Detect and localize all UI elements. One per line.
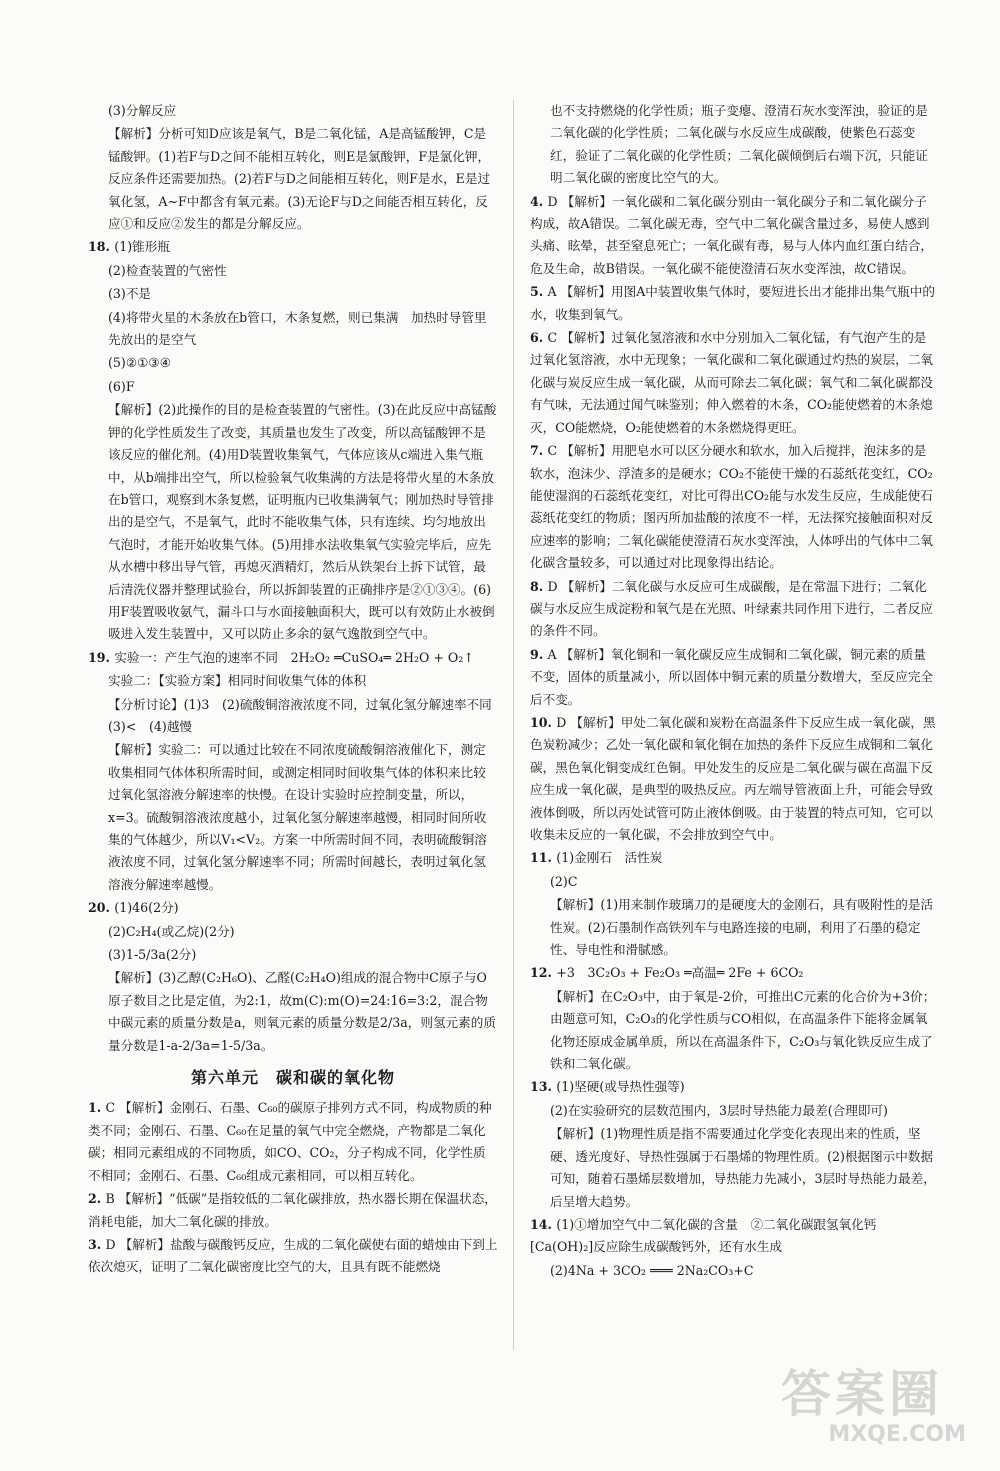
question-number: 12. bbox=[530, 965, 557, 981]
answer-line bbox=[530, 962, 938, 984]
answer-line bbox=[108, 399, 498, 645]
answer-text: D 【解析】盐酸与碳酸钙反应，生成的二氧化碳使右面的蜡烛由下到上依次熄灭，证明了二氧化碳密度比空气的大，且具有既不能燃烧 bbox=[88, 1236, 498, 1275]
answer-line bbox=[88, 1097, 498, 1187]
answer-block bbox=[530, 1076, 938, 1098]
question-number: 9. bbox=[530, 646, 548, 662]
answer-line bbox=[108, 100, 498, 122]
answer-text: 【分析讨论】(1)3 (2)硫酸铜溶液浓度不同，过氧化氢分解速率不同 (3)< (4)越慢 bbox=[108, 696, 505, 734]
answer-text: D 【解析】甲处二氧化碳和炭粉在高温条件下反应生成一氧化碳，黑色炭粉减少；乙处一氧化碳和氧化铜在加热的条件下反应生成铜和二氧化碳，黑色氧化铜变成红色铜。甲处发生的反应是二氧化碳与碳在高温下反应生成一氧化碳，是典型的吸热反应。丙左端导管液面上升，可能会导致液体倒吸，所以丙处试管可防止液体倒吸。由于装置的特点可知，它可以收集未反应的一氧化碳，不会排放到空气中。 bbox=[530, 714, 936, 842]
question-number: 4. bbox=[530, 193, 548, 209]
answer-block bbox=[88, 307, 498, 352]
answer-line bbox=[550, 894, 938, 961]
question-number: 18. bbox=[88, 239, 115, 255]
answer-text: (1)①增加空气中二氧化碳的含量 ②二氧化碳跟氢氧化钙[Ca(OH)₂]反应除生成碳酸钙外，还有水生成 bbox=[530, 1216, 877, 1255]
answer-block bbox=[530, 1214, 938, 1259]
answer-block bbox=[530, 100, 938, 190]
answer-text: (2)4Na + 3CO₂ ═══ 2Na₂CO₃+C bbox=[550, 1262, 754, 1278]
column-divider bbox=[513, 100, 514, 1350]
answer-text: C 【解析】用肥皂水可以区分硬水和软水，加入后搅拌，泡沫多的是软水，泡沫少、浮渣多的是硬水；CO₂不能使干燥的石蕊纸花变红，CO₂能使湿润的石蕊纸花变红，对比可得出CO₂能与水发生反应，生成能使石蕊纸花变红的物质；图丙所加盐酸的浓度不一样，无法探究接触面积对反应速率的影响；二氧化碳能使澄清石灰水变浑浊，人体呼出的气体中二氧化碳含量较多，可以通过对比现象得出结论。 bbox=[530, 443, 933, 571]
answer-block bbox=[88, 352, 498, 374]
answer-line bbox=[550, 871, 938, 893]
answer-block bbox=[88, 123, 498, 235]
answer-line bbox=[108, 944, 498, 966]
answer-text: 【解析】(2)此操作的目的是检查装置的气密性。(3)在此反应中高锰酸钾的化学性质发生了改变，其质量也发生了改变，所以高锰酸钾不是该反应的催化剂。(4)用D装置收集氧气，气体应该从c端进入集气瓶中，从b端排出空气，所以检验氧气收集满的方法是将带火星的木条放在b管口，观察到木条复燃，证明瓶内已收集满氧气；刚加热时导管排出的是空气，不是氧气，此时不能收集气体，只有连续、均匀地放出气泡时，才能开始收集气体。(5)用排水法收集氧气实验完毕后，应先从水槽中移出导气管，再熄灭酒精灯，然后从铁架台上拆下试管，最后清洗仪器并整理试验台，所以拆卸装置的正确排序是②①③④。(6)用F装置吸收氨气，漏斗口与水面接触面积大，既可以有效防止水被倒吸进入发生装置中，又可以防止多余的氨气逸散到空气中。 bbox=[108, 402, 497, 642]
answer-line bbox=[530, 281, 938, 326]
answer-block bbox=[88, 399, 498, 645]
answer-text: (3)分解反应 bbox=[108, 103, 177, 118]
answer-line bbox=[108, 123, 498, 235]
answer-block bbox=[88, 260, 498, 282]
answer-text: B 【解析】“低碳”是指较低的二氧化碳排放，热水器长期在保温状态，消耗电能，加大二氧化碳的排放。 bbox=[88, 1191, 497, 1229]
answer-line bbox=[530, 576, 938, 643]
answer-block bbox=[530, 712, 938, 846]
answer-block bbox=[530, 1123, 938, 1213]
answer-block bbox=[88, 1234, 498, 1279]
answer-line bbox=[550, 1123, 938, 1213]
watermark-logo bbox=[781, 1366, 966, 1461]
answer-block bbox=[530, 847, 938, 869]
answer-text: C 【解析】过氧化氢溶液和水中分别加入二氧化锰，有气泡产生的是过氧化氢溶液，水中无现象；一氧化碳和二氧化碳通过灼热的炭层，二氧化碳与炭反应生成一氧化碳，从而可除去二氧化碳；氧气和二氧化碳都没有气味，无法通过闻气味鉴别；伸入燃着的木条，CO₂能使燃着的木条熄灭，CO能燃烧，O₂能使燃着的木条燃烧得更旺。 bbox=[530, 330, 933, 435]
question-number: 2. bbox=[88, 1191, 106, 1207]
answer-text: 【解析】实验二：可以通过比较在不同浓度硫酸铜溶液催化下，测定收集相同气体体积所需时间，或测定相同时间收集气体的体积来比较过氧化氢溶液分解速率的快慢。在设计实验时应控制变量，所以，x=3。硫酸铜溶液浓度越小，过氧化氢分解速率越慢，相同时间所收集的气体越少，所以V₁<V₂。方案一中所需时间不同，表明硫酸铜溶液浓度不同，过氧化氢分解速率不同；所需时间越长，表明过氧化氢溶液分解速率越慢。 bbox=[108, 742, 487, 892]
answer-line bbox=[530, 644, 938, 711]
answer-block bbox=[530, 281, 938, 326]
question-number: 3. bbox=[88, 1236, 106, 1252]
answer-line bbox=[530, 847, 938, 869]
question-number: 11. bbox=[530, 850, 557, 866]
answer-line bbox=[108, 260, 498, 282]
answer-text: +3 3C₂O₃ + Fe₂O₃ ═高温═ 2Fe + 6CO₂ bbox=[556, 965, 804, 981]
left-answer-list bbox=[88, 100, 505, 1057]
answer-block bbox=[88, 1188, 498, 1233]
answer-line bbox=[530, 440, 938, 574]
watermark-text: 答案圈 bbox=[781, 1365, 943, 1423]
question-number: 10. bbox=[530, 714, 557, 730]
answer-block bbox=[530, 1100, 938, 1122]
answer-text: 【解析】(1)物理性质是指不需要通过化学变化表现出来的性质，坚硬、透光度好、导热性强属于石墨烯的物理性质。(2)根据图示中数据可知，随着石墨烯层数增加，导热能力先减小，3层时导热能力最差，后呈增大趋势。 bbox=[550, 1126, 936, 1209]
answer-text: (2)在实验研究的层数范围内，3层时导热能力最差(合理即可) bbox=[550, 1102, 888, 1118]
answer-block bbox=[88, 236, 498, 258]
answer-line bbox=[550, 1260, 938, 1282]
answer-line bbox=[550, 1100, 938, 1122]
question-number: 14. bbox=[530, 1216, 557, 1232]
answer-line bbox=[530, 191, 938, 281]
answer-block bbox=[530, 1260, 938, 1282]
unit-title: 第六单元 碳和碳的氧化物 bbox=[190, 1068, 395, 1088]
question-number: 13. bbox=[530, 1079, 557, 1095]
watermark-url: MXQE.COM bbox=[828, 1422, 966, 1447]
unit-answer-list bbox=[88, 1097, 498, 1278]
answer-line bbox=[530, 1076, 938, 1098]
answer-text: (1)金刚石 活性炭 bbox=[556, 850, 663, 866]
answer-text: 实验一：产生气泡的速率不同 2H₂O₂ ═CuSO₄═ 2H₂O + O₂↑ bbox=[114, 649, 474, 665]
answer-text: C 【解析】金刚石、石墨、C₆₀的碳原子排列方式不同，构成物质的种类不同；金刚石、石墨、C₆₀在足量的氧气中完全燃烧，产物都是二氧化碳；相同元素组成的不同物质，如CO、CO₂，分子构成不同，化学性质不相同；金刚石、石墨、C₆₀组成元素相同，可以相互转化。 bbox=[88, 1100, 492, 1183]
answer-block bbox=[88, 739, 498, 896]
answer-line bbox=[550, 100, 938, 190]
answer-block bbox=[88, 921, 498, 943]
answer-text: D 【解析】一氧化碳和二氧化碳分别由一氧化碳分子和二氧化碳分子构成，故A错误。二氧化碳无毒，空气中二氧化碳含量过多，易使人感到头痛、眩晕，甚至窒息死亡；一氧化碳有毒，易与人体内血红蛋白结合，危及生命，故B错误。一氧化碳不能使澄清石灰水变浑浊，故C错误。 bbox=[530, 193, 933, 276]
answer-block bbox=[530, 644, 938, 711]
answer-text: (4)将带火星的木条放在b管口，木条复燃，则已集满 加热时导管里先放出的是空气 bbox=[108, 309, 487, 348]
answer-text: (1)坚硬(或导热性强等) bbox=[556, 1079, 685, 1095]
answer-line bbox=[88, 897, 498, 919]
answer-block bbox=[88, 376, 498, 398]
answer-line bbox=[108, 352, 498, 374]
answer-line bbox=[108, 283, 498, 305]
answer-line bbox=[88, 1234, 498, 1279]
answer-block bbox=[530, 576, 938, 643]
question-number: 19. bbox=[88, 649, 115, 665]
answer-block bbox=[88, 670, 498, 692]
answer-line bbox=[108, 739, 498, 896]
answer-line bbox=[88, 236, 498, 258]
answer-line bbox=[108, 307, 498, 352]
question-number: 6. bbox=[530, 330, 548, 346]
answer-block bbox=[88, 647, 498, 669]
answer-block bbox=[530, 327, 938, 439]
answer-block bbox=[88, 944, 498, 966]
answer-line bbox=[530, 327, 938, 439]
answer-block bbox=[88, 967, 498, 1057]
answer-block bbox=[88, 283, 498, 305]
answer-line bbox=[550, 986, 938, 1076]
answer-block bbox=[88, 1097, 498, 1187]
answer-line bbox=[88, 647, 498, 669]
answer-line bbox=[108, 694, 505, 739]
answer-block bbox=[88, 694, 505, 739]
answer-line bbox=[88, 1188, 498, 1233]
answer-text: 也不支持燃烧的化学性质；瓶子变瘪、澄清石灰水变浑浊，验证的是二氧化碳的化学性质；二氧化碳与水反应生成碳酸，使紫色石蕊变红，验证了二氧化碳的化学性质；二氧化碳倾倒后右端下沉，只能证明二氧化碳的密度比空气的大。 bbox=[550, 103, 928, 186]
answer-text: (6)F bbox=[108, 378, 135, 394]
answer-text: A 【解析】用图A中装置收集气体时，要短进长出才能排出集气瓶中的水，收集到氧气。 bbox=[530, 284, 935, 322]
answer-text: (1)46(2分) bbox=[114, 900, 179, 916]
answer-line bbox=[108, 921, 498, 943]
answer-block bbox=[88, 100, 498, 122]
answer-block bbox=[530, 440, 938, 574]
question-number: 5. bbox=[530, 284, 548, 300]
answer-text: (2)C₂H₄(或乙烷)(2分) bbox=[108, 923, 235, 939]
answer-text: A 【解析】氧化铜和一氧化碳反应生成铜和二氧化碳，铜元素的质量不变，固体的质量减小，所以固体中铜元素的质量分数增大，至反应完全后不变。 bbox=[530, 646, 933, 707]
left-column bbox=[88, 100, 505, 1280]
question-number: 7. bbox=[530, 443, 548, 459]
answer-block bbox=[530, 962, 938, 984]
answer-text: 【解析】(3)乙醇(C₂H₆O)、乙醛(C₂H₄O)组成的混合物中C原子与O原子数目之比是定值，为2:1，故m(C):m(O)=24:16=3:2，混合物中碳元素的质量分数是a，则氧元素的质量分数是2/3a，则氢元素的质量分数是1-a-2/3a=1-5/3a。 bbox=[108, 970, 496, 1053]
answer-block bbox=[530, 894, 938, 961]
answer-text: (1)锥形瓶 bbox=[114, 239, 170, 255]
question-number: 8. bbox=[530, 578, 548, 594]
answer-text: 【解析】在C₂O₃中，由于氧是-2价，可推出C元素的化合价为+3价；由题意可知，C₂O₃的化学性质与CO相似，在高温条件下能将金属氧化物还原成金属单质，所以在高温条件下，C₂O₃与氧化铁反应生成了铁和二氧化碳。 bbox=[550, 988, 936, 1072]
answer-block bbox=[530, 191, 938, 281]
answer-text: (2)检查装置的气密性 bbox=[108, 262, 227, 278]
question-number: 1. bbox=[88, 1100, 106, 1116]
answer-line bbox=[530, 712, 938, 846]
right-answer-list bbox=[530, 100, 938, 1282]
answer-line bbox=[530, 1214, 938, 1259]
answer-text: 实验二：【实验方案】相同时间收集气体的体积 bbox=[108, 673, 367, 689]
answer-block bbox=[530, 871, 938, 893]
answer-text: (3)1-5/3a(2分) bbox=[108, 947, 197, 963]
answer-line bbox=[108, 376, 498, 398]
answer-text: (3)不是 bbox=[108, 286, 152, 302]
answer-text: (5)②①③④ bbox=[108, 355, 171, 371]
answer-block bbox=[530, 986, 938, 1076]
answer-line bbox=[108, 670, 498, 692]
question-number: 20. bbox=[88, 900, 115, 916]
answer-text: D 【解析】二氧化碳与水反应可生成碳酸，是在常温下进行；二氧化碳与水反应生成淀粉和氧气是在光照、叶绿素共同作用下进行，二者反应的条件不同。 bbox=[530, 578, 933, 639]
answer-block bbox=[88, 897, 498, 919]
answer-text: 【解析】分析可知D应该是氧气，B是二氧化锰，A是高锰酸钾，C是锰酸钾。(1)若F与D之间不能相互转化，则E是氯酸钾，F是氯化钾，反应条件还需要加热。(2)若F与D之间能相互转化，则F是水，E是过氧化氢，A~F中都含有氧元素。(3)无论F与D之间能否相互转化，反应①和反应②发生的都是分解反应。 bbox=[108, 126, 491, 232]
answer-text: 【解析】(1)用来制作玻璃刀的是硬度大的金刚石，具有吸附性的是活性炭。(2)石墨制作高铁列车与电路连接的电刷，利用了石墨的稳定性、导电性和滑腻感。 bbox=[550, 897, 934, 958]
answer-line bbox=[108, 967, 498, 1057]
right-column bbox=[530, 100, 938, 1283]
answer-text: (2)C bbox=[550, 873, 578, 889]
